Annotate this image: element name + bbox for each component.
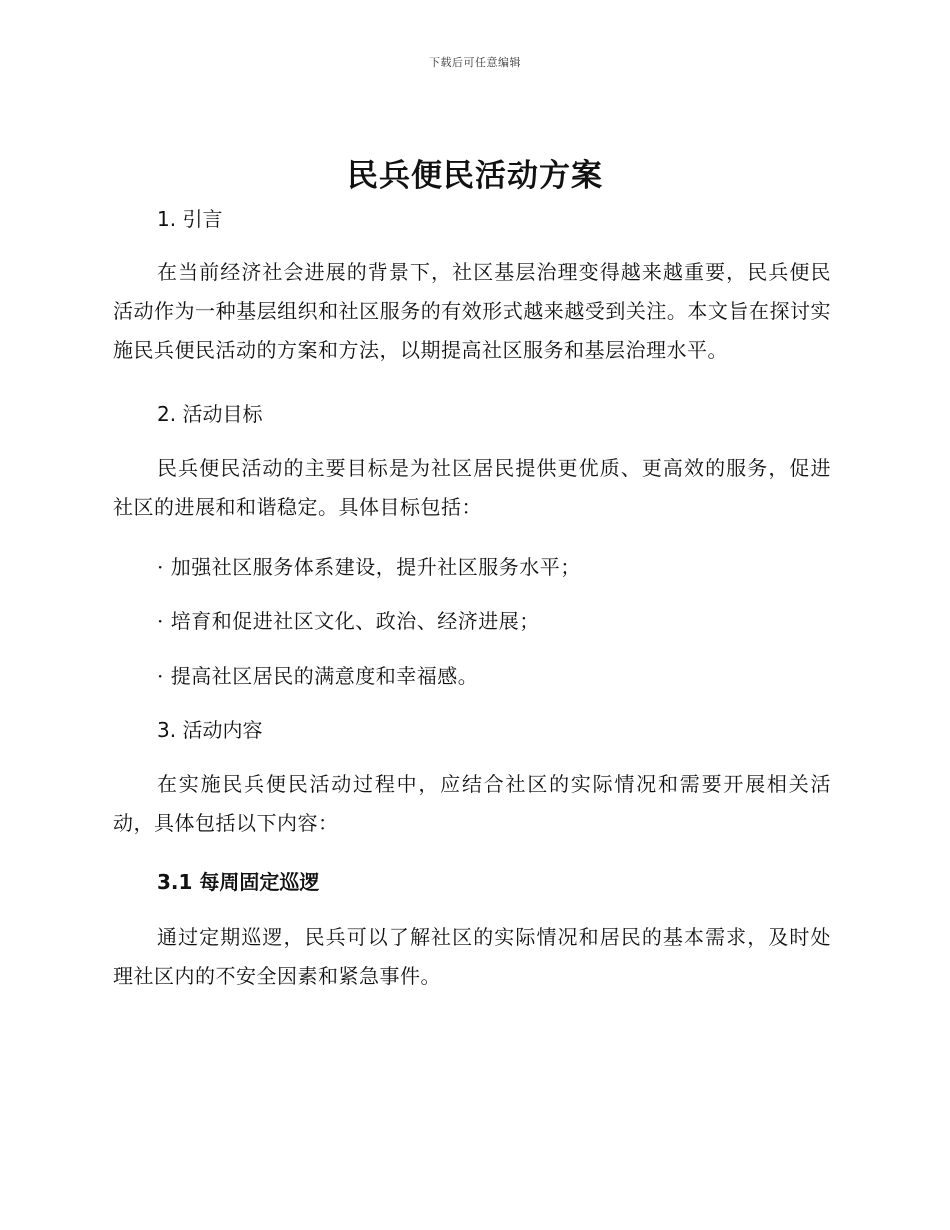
section-content-heading-block [113,716,831,744]
list-item: · 加强社区服务体系建设，提升社区服务水平； [157,555,581,579]
section-intro-body [113,253,831,370]
list-item: · 提高社区居民的满意度和幸福感。 [157,664,479,688]
paragraph-content: 在实施民兵便民活动过程中，应结合社区的实际情况和需要开展相关活动，具体包括以下内容： [113,772,831,835]
section-heading-intro: 1. 引言 [157,207,223,231]
header-note: 下载后可任意编辑 [429,56,521,69]
subsection-heading-patrol: 3.1 每周固定巡逻 [157,870,320,894]
paragraph-patrol: 通过定期巡逻，民兵可以了解社区的实际情况和居民的基本需求，及时处理社区内的不安全因素和紧急事件。 [113,925,831,988]
goal-bullet-2-block [113,607,831,635]
goal-bullet-1-block [113,553,831,581]
list-item: · 培育和促进社区文化、政治、经济进展； [157,609,540,633]
paragraph-intro: 在当前经济社会进展的背景下，社区基层治理变得越来越重要，民兵便民活动作为一种基层组织和社区服务的有效形式越来越受到关注。本文旨在探讨实施民兵便民活动的方案和方法，以期提高社区服务和基层治理水平。 [113,260,831,362]
section-goals-body [113,449,831,527]
subsection-patrol-heading-block [113,868,831,896]
goal-bullet-3-block [113,662,831,690]
section-heading-goals: 2. 活动目标 [157,402,263,426]
section-intro-heading-block [113,205,831,233]
section-goals-heading-block [113,400,831,428]
section-content-body [113,765,831,843]
paragraph-goals: 民兵便民活动的主要目标是为社区居民提供更优质、更高效的服务，促进社区的进展和和谐稳定。具体目标包括： [113,456,831,519]
section-heading-content: 3. 活动内容 [157,718,263,742]
subsection-patrol-body [113,918,831,996]
page-title: 民兵便民活动方案 [347,158,603,194]
